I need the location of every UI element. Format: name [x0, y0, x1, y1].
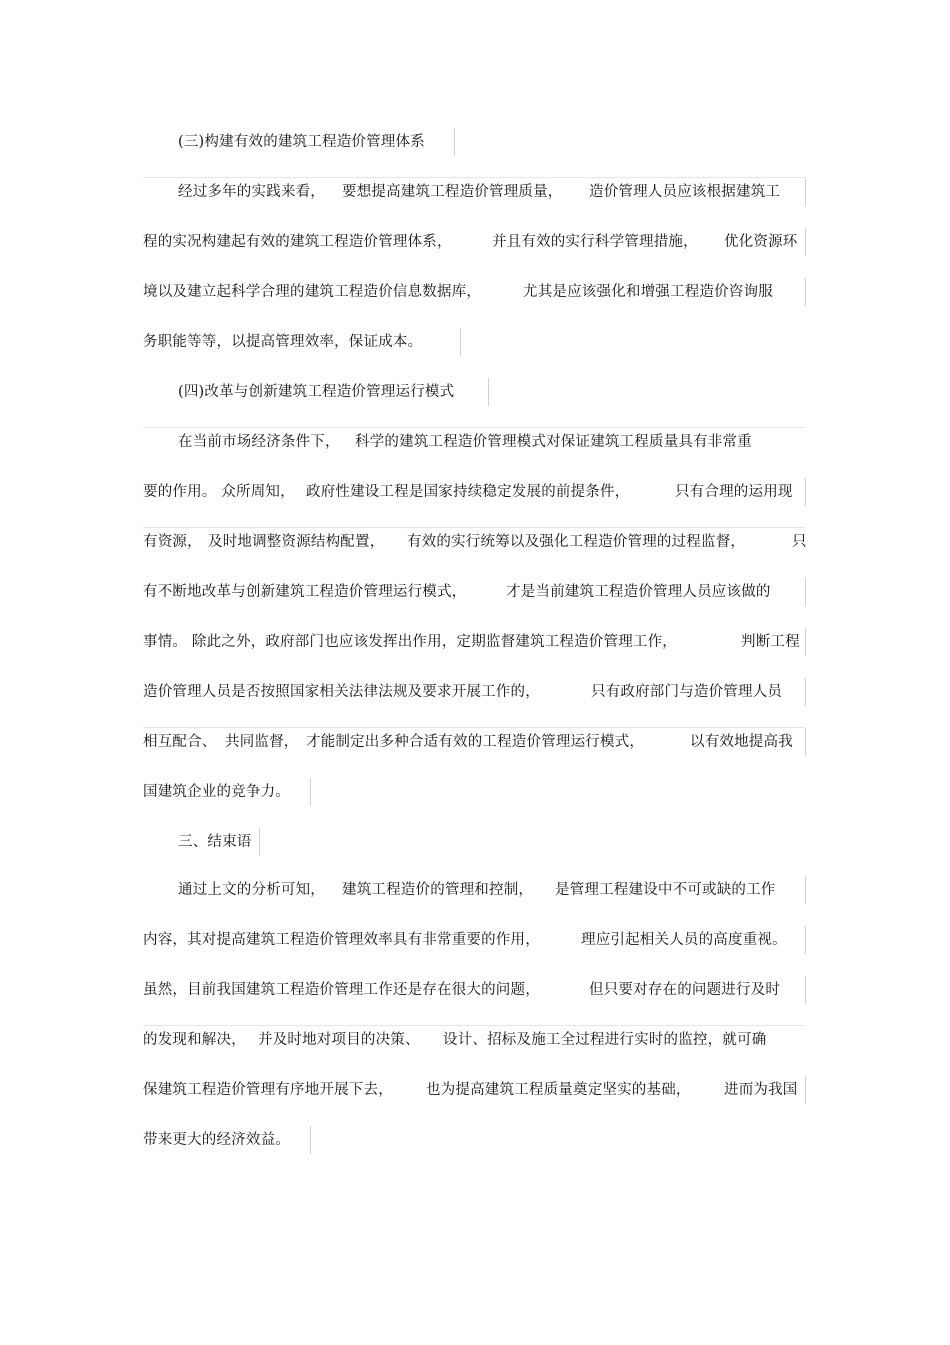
text-segment: 判断工程	[741, 634, 800, 650]
text-segment: 并且有效的实行科学管理措施，	[492, 234, 698, 250]
text-segment: 经过多年的实践来看，	[178, 184, 325, 200]
paragraph-line	[0, 778, 950, 808]
text-segment: 设计、招标及施工全过程进行实时的监控，就可确	[443, 1032, 767, 1048]
heading-text: (三)构建有效的建筑工程造价管理体系	[178, 134, 425, 150]
text-segment: 及时地调整资源结构配置，	[208, 534, 385, 550]
line-guide	[143, 527, 805, 528]
line-guide	[143, 727, 805, 728]
text-box-edge	[310, 1126, 311, 1154]
text-segment: 共同监督，	[225, 734, 299, 750]
text-segment: 通过上文的分析可知，	[178, 882, 325, 898]
text-segment: 造价管理人员应该根据建筑工	[589, 184, 781, 200]
paragraph-line	[0, 328, 950, 358]
paragraph-line	[0, 1126, 950, 1156]
text-segment: 务职能等等，以提高管理效率，保证成本。	[143, 334, 423, 350]
text-segment: 程的实况构建起有效的建筑工程造价管理体系，	[143, 234, 452, 250]
text-segment: 有资源，	[143, 534, 202, 550]
paragraph-line	[0, 876, 950, 906]
text-box-edge	[805, 876, 806, 904]
text-segment: 并及时地对项目的决策、	[258, 1032, 420, 1048]
paragraph-line	[0, 278, 950, 308]
paragraph-line	[0, 228, 950, 258]
text-segment: 是管理工程建设中不可或缺的工作	[555, 882, 776, 898]
text-segment: 才能制定出多种合适有效的工程造价管理运行模式，	[306, 734, 645, 750]
text-segment: 优化资源环	[724, 234, 798, 250]
paragraph-line	[0, 1026, 950, 1056]
text-box-edge	[488, 378, 489, 406]
text-segment: 政府性建设工程是国家持续稳定发展的前提条件，	[306, 484, 630, 500]
text-segment: 要想提高建筑工程造价管理质量，	[342, 184, 563, 200]
text-segment: 造价管理人员是否按照国家相关法律法规及要求开展工作的，	[143, 684, 540, 700]
paragraph-line	[0, 926, 950, 956]
text-segment: 只	[792, 534, 807, 550]
text-segment: 相互配合、	[143, 734, 217, 750]
line-guide	[143, 177, 805, 178]
text-segment: 进而为我国	[724, 1082, 798, 1098]
text-segment: 才是当前建筑工程造价管理人员应该做的	[506, 584, 771, 600]
text-segment: 带来更大的经济效益。	[143, 1132, 290, 1148]
paragraph-line	[0, 178, 950, 208]
text-segment: 有不断地改革与创新建筑工程造价管理运行模式，	[143, 584, 467, 600]
paragraph-line	[0, 728, 950, 758]
text-segment: 保建筑工程造价管理有序地开展下去，	[143, 1082, 393, 1098]
paragraph-line	[0, 678, 950, 708]
text-box-edge	[805, 178, 806, 206]
text-segment: 只有合理的运用现	[675, 484, 793, 500]
text-box-edge	[310, 778, 311, 806]
text-box-edge	[805, 728, 806, 756]
text-box-edge	[805, 976, 806, 1004]
text-segment: 以有效地提高我	[690, 734, 793, 750]
text-box-edge	[805, 628, 806, 656]
text-box-edge	[454, 128, 455, 156]
text-segment: 的发现和解决，	[143, 1032, 246, 1048]
text-segment: 事情。 除此之外，政府部门也应该发挥出作用，定期监督建筑工程造价管理工作，	[143, 634, 678, 650]
text-segment: 要的作用。 众所周知，	[143, 484, 295, 500]
paragraph-line	[0, 528, 950, 558]
paragraph-line	[0, 578, 950, 608]
paragraph-line	[0, 478, 950, 508]
text-segment: 只有政府部门与造价管理人员	[591, 684, 783, 700]
text-box-edge	[805, 228, 806, 256]
text-segment: 也为提高建筑工程质量奠定坚实的基础，	[426, 1082, 691, 1098]
section-heading-3	[0, 128, 950, 158]
text-box-edge	[460, 328, 461, 356]
text-segment: 境以及建立起科学合理的建筑工程造价信息数据库，	[143, 284, 482, 300]
section-heading-4	[0, 378, 950, 408]
text-segment: 但只要对存在的问题进行及时	[589, 982, 781, 998]
text-segment: 有效的实行统筹以及强化工程造价管理的过程监督，	[407, 534, 746, 550]
paragraph-line	[0, 976, 950, 1006]
heading-text: 三、结束语	[178, 834, 252, 850]
text-segment: 内容，其对提高建筑工程造价管理效率具有非常重要的作用，	[143, 932, 540, 948]
text-box-edge	[805, 926, 806, 954]
line-guide	[143, 1025, 805, 1026]
text-segment: 尤其是应该强化和增强工程造价咨询服	[523, 284, 773, 300]
text-segment: 国建筑企业的竞争力。	[143, 784, 290, 800]
paragraph-line	[0, 628, 950, 658]
text-segment: 理应引起相关人员的高度重视。	[581, 932, 787, 948]
text-segment: 建筑工程造价的管理和控制，	[342, 882, 534, 898]
paragraph-line	[0, 428, 950, 458]
text-segment: 虽然，目前我国建筑工程造价管理工作还是存在很大的问题，	[143, 982, 540, 998]
text-box-edge	[259, 828, 260, 856]
text-segment: 在当前市场经济条件下，	[178, 434, 340, 450]
text-box-edge	[805, 578, 806, 606]
text-box-edge	[805, 478, 806, 506]
text-segment: 科学的建筑工程造价管理模式对保证建筑工程质量具有非常重	[355, 434, 752, 450]
heading-text: (四)改革与创新建筑工程造价管理运行模式	[178, 384, 455, 400]
text-box-edge	[805, 678, 806, 706]
text-box-edge	[805, 278, 806, 306]
paragraph-line	[0, 1076, 950, 1106]
section-heading-conclusion	[0, 828, 950, 858]
text-box-edge	[805, 1076, 806, 1104]
line-guide	[143, 427, 805, 428]
